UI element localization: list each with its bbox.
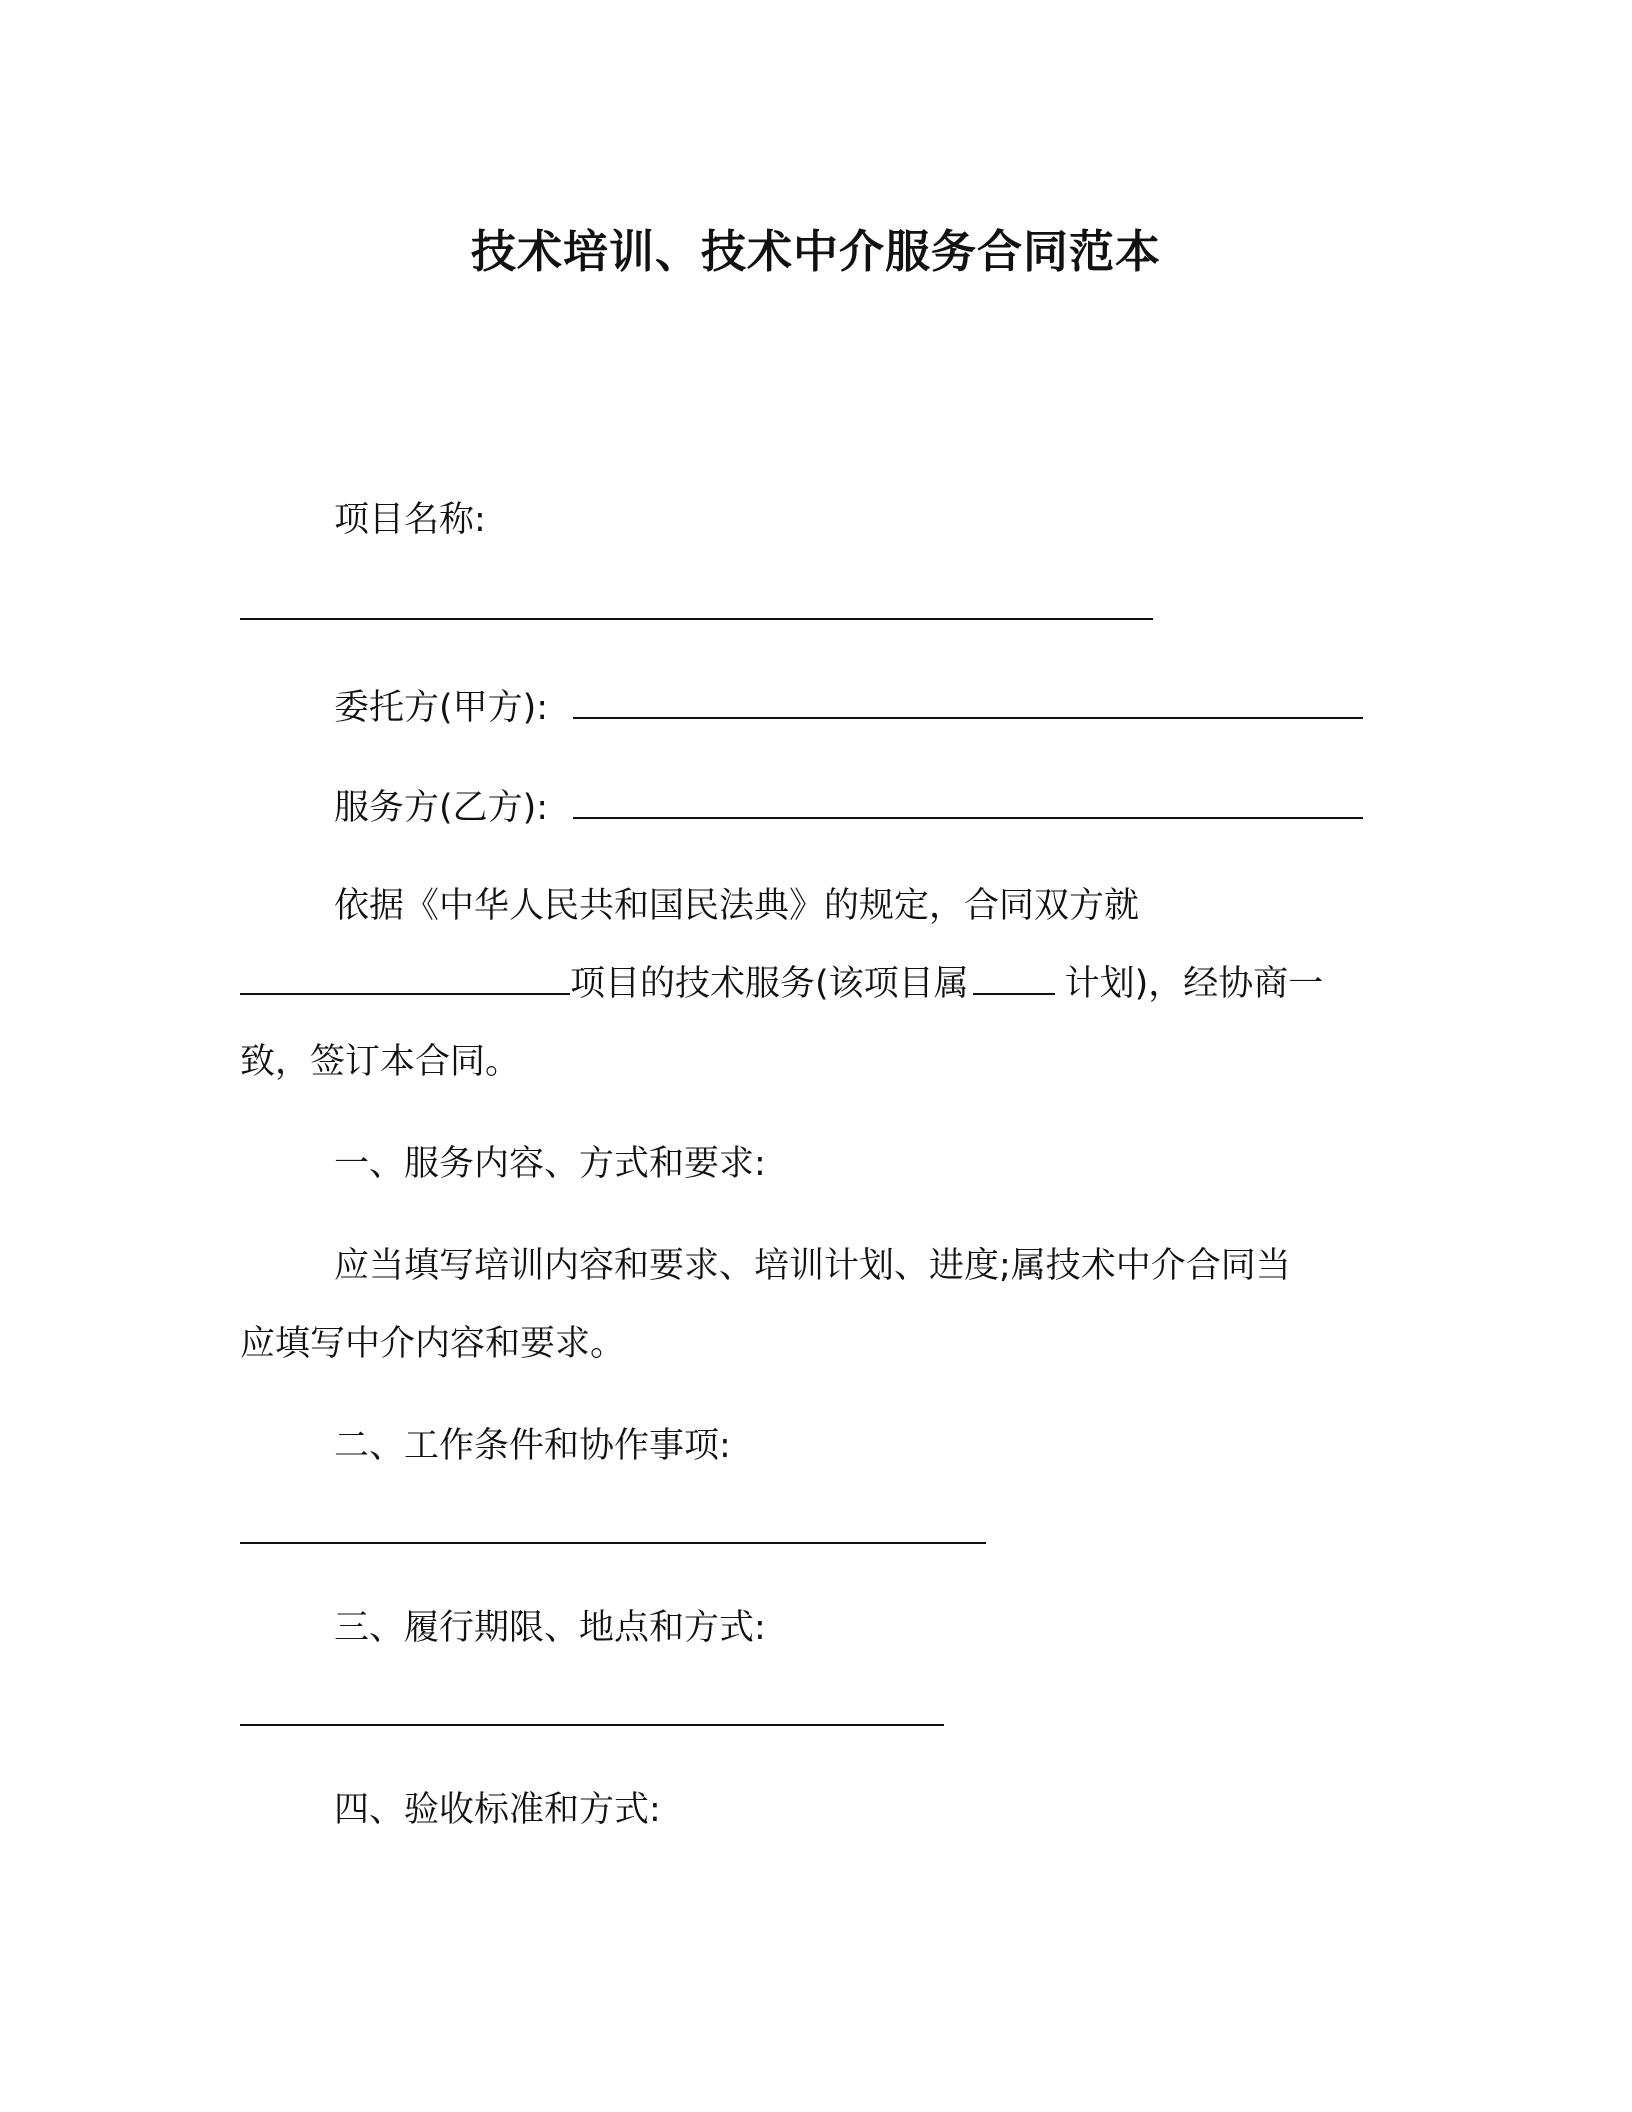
intro-line-2-text-a: 项目的技术服务(该项目属	[570, 964, 969, 1004]
project-name-label: 项目名称:	[334, 500, 486, 540]
section-1-heading: 一、服务内容、方式和要求:	[334, 1144, 766, 1184]
provider-blank[interactable]	[573, 816, 1363, 819]
section-2-blank[interactable]	[240, 1542, 986, 1544]
section-2-heading: 二、工作条件和协作事项:	[334, 1426, 731, 1466]
provider-row	[334, 784, 1363, 832]
project-topic-blank[interactable]	[240, 992, 570, 995]
section-3-blank[interactable]	[240, 1724, 944, 1726]
intro-line-2	[240, 960, 1323, 1008]
client-row	[334, 684, 1363, 732]
client-label: 委托方(甲方):	[334, 688, 549, 728]
section-3-heading: 三、履行期限、地点和方式:	[334, 1608, 766, 1648]
client-blank[interactable]	[573, 716, 1363, 719]
intro-line-1: 依据《中华人民共和国民法典》的规定，合同双方就	[334, 886, 1140, 926]
project-name-blank[interactable]	[240, 618, 1153, 620]
plan-type-blank[interactable]	[973, 992, 1055, 995]
provider-label: 服务方(乙方):	[334, 788, 549, 828]
document-title: 技术培训、技术中介服务合同范本	[470, 225, 1161, 278]
intro-line-3: 致，签订本合同。	[240, 1042, 521, 1082]
section-1-body-line-1: 应当填写培训内容和要求、培训计划、进度;属技术中介合同当	[334, 1246, 1291, 1286]
section-4-heading: 四、验收标准和方式:	[334, 1790, 661, 1830]
section-1-body-line-2: 应填写中介内容和要求。	[240, 1324, 626, 1364]
intro-line-2-text-b: 计划)，经协商一	[1064, 964, 1324, 1004]
